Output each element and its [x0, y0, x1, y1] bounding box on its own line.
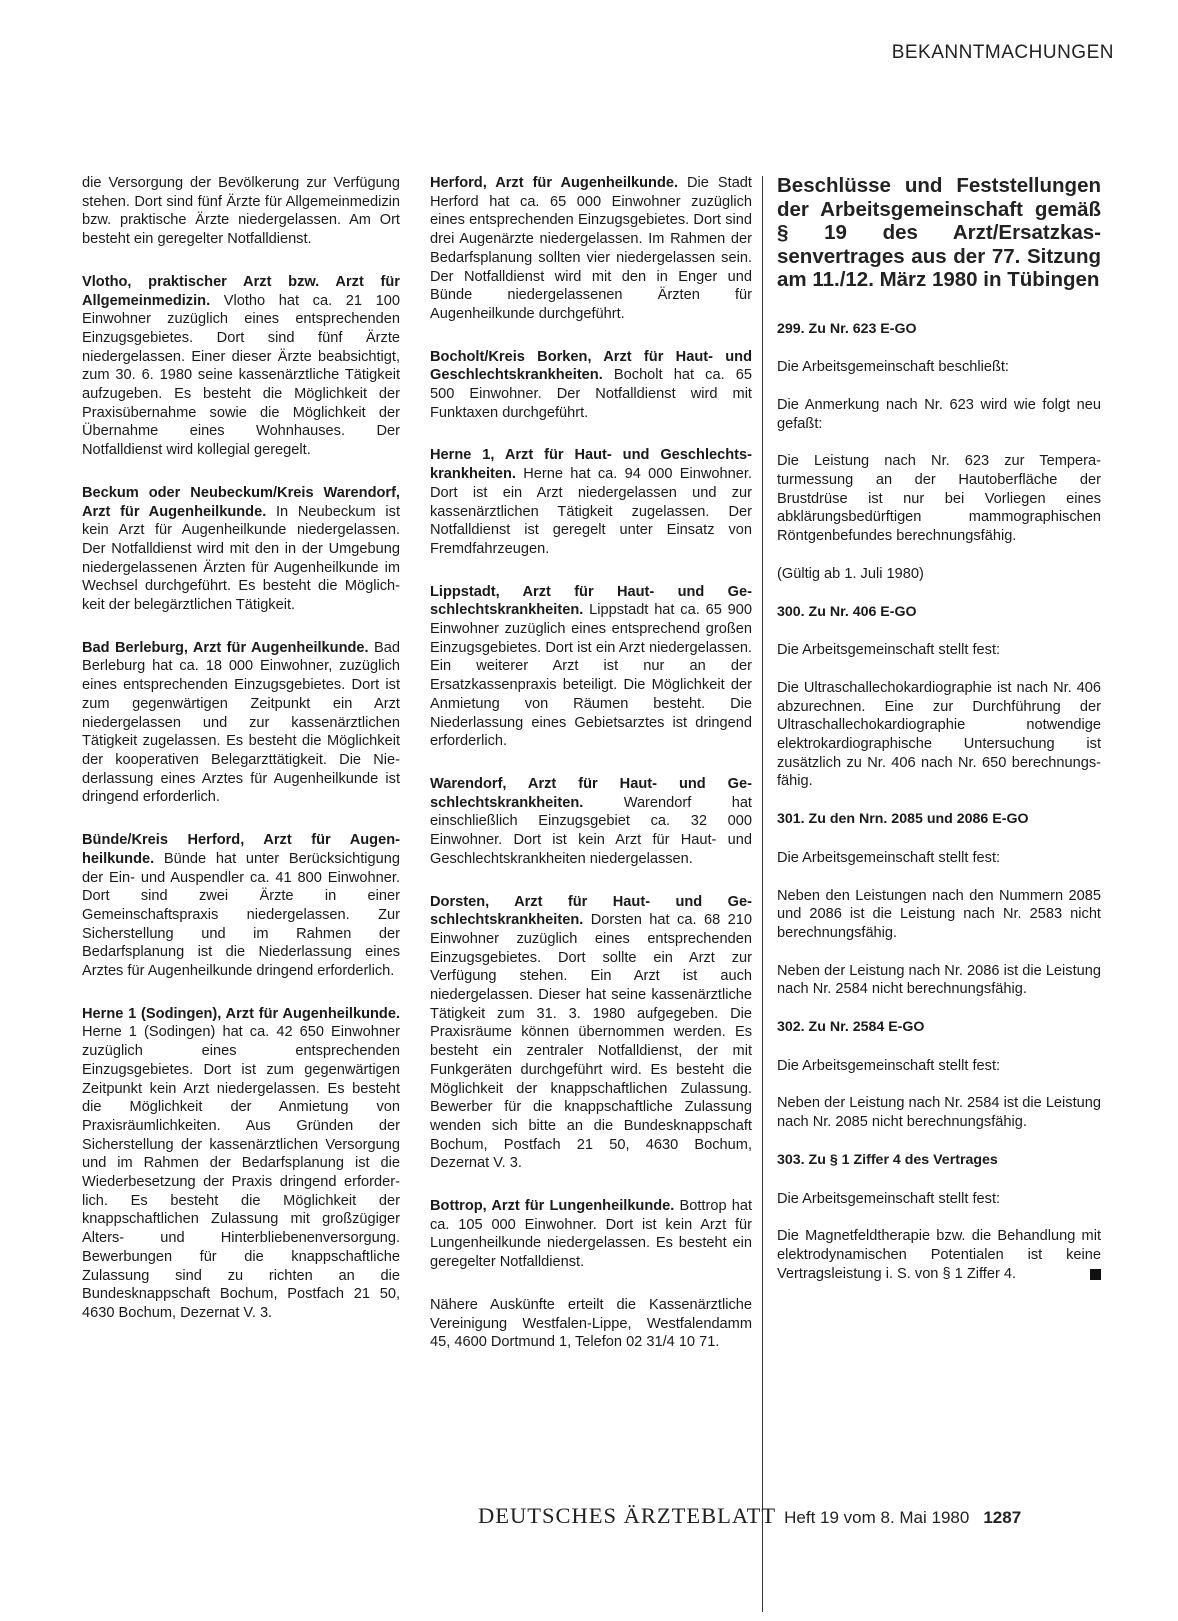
- listing-body: Bocholt hat ca. 65 500 Einwohner. Der Notfalldienst wird mit Funktaxen durchgeführt.: [430, 367, 752, 421]
- column-divider: [762, 176, 763, 1612]
- journal-name: DEUTSCHES ÄRZTEBLATT: [478, 1503, 777, 1528]
- paragraph: (Gültig ab 1. Juli 1980): [777, 565, 924, 582]
- listing-heading: Bünde/Kreis Herford, Arzt für Augenheilkunde.: [82, 832, 400, 867]
- listing-herne-sodingen: [82, 1005, 400, 1323]
- end-of-article-mark: [1090, 1269, 1101, 1280]
- page-number: 1287: [983, 1508, 1022, 1527]
- listing-heading: Warendorf, Arzt für Haut- und Geschlechtskrankheiten.: [430, 775, 752, 811]
- listing-heading: Dorsten, Arzt für Haut- und Geschlechtskrankheiten.: [430, 893, 752, 929]
- paragraph: Die Arbeitsgemeinschaft beschließt:: [777, 359, 1009, 376]
- paragraph: Die Ultraschallechokardiographie ist nach Nr. 406 abzurechnen. Eine zur Durchführung der Ultraschallechokardiographie notwendige elektrokardiographische Untersuchung ist zusätzlich zu Nr. 406 nach Nr. 650 berechnungsfähig.: [777, 679, 1101, 790]
- listing-heading: Herford, Arzt für Augenheilkunde.: [430, 175, 679, 191]
- listing-body: Bottrop hat ca. 105 000 Einwohner. Dort ist kein Arzt für Lungenheilkunde niedergelassen. Es besteht ein geregelter Notfalldienst.: [430, 1198, 753, 1271]
- column-right: [777, 174, 1101, 1302]
- listing-body: Dorsten hat ca. 68 210 Einwohner zuzüglich eines entsprechenden Einzugsgebietes. Dort sollte ein Arzt zur Verfügung stehen. Ein Arzt ist auch niedergelassen. Dieser hat seine kassenärztliche Tätigkeit zum 31. 3. 1980 aufgegeben. Die Praxisräume können übernommen werden. Es besteht ein zentraler Notfalldienst, der mit Funkgeräten durchgeführt wird. Es besteht die Möglichkeit der knappschaftlichen Zulassung. Bewerber für die knappschaftliche Zulassung wenden sich bitte an die Bundesknappschaft Bochum, Postfach 21 50, 4630 Bochum, Dezernat V. 3.: [430, 912, 752, 1172]
- section-heading-303: 303. Zu § 1 Ziffer 4 des Vertrages: [777, 1151, 998, 1168]
- listing-heading: Beckum oder Neubeckum/Kreis Warendorf, Arzt für Augenheilkunde.: [82, 484, 400, 520]
- listing-warendorf: [430, 775, 752, 869]
- listing-heading: Herne 1 (Sodingen), Arzt für Augenheilkunde.: [82, 1005, 400, 1022]
- contact-info: Nähere Auskünfte erteilt die Kassenärztliche Vereinigung Westfalen-Lippe, Westfalendamm 45, 4600 Dortmund 1, Telefon 02 31/4 10 71.: [430, 1296, 752, 1351]
- section-heading-301: 301. Zu den Nrn. 2085 und 2086 E-GO: [777, 811, 1029, 828]
- paragraph: Die Leistung nach Nr. 623 zur Temperaturmessung an der Hautoberfläche der Brustdrüse ist nur bei Vorliegen eines abklärungsbedürftigen mammographischen Röntgenbefundes berechnungsfähig.: [777, 453, 1101, 545]
- paragraph: Die Arbeitsgemeinschaft stellt fest:: [777, 642, 1001, 659]
- listing-body: Herne 1 (Sodingen) hat ca. 42 650 Einwohner zuzüglich eines entsprechenden Einzugsgebietes. Dort ist zum gegenwärtigen Zeitpunkt kein Arzt niedergelassen. Es besteht die Möglichkeit der Anmietung von Praxisräumlichkeiten. Aus Gründen der Sicherstellung der kassenärztlichen Versorgung und im Rahmen der Bedarfsplanung ist die Wiederbesetzung der Praxis dringend erforderlich. Es besteht die Möglichkeit der knappschaftlichen Zulassung mit großzügiger Alters- und Hinterbliebenenversorgung. Bewerbungen für die knappschaftliche Zulassung sind zu richten an die Bundesknappschaft Bochum, Postfach 21 50, 4630 Bochum, Dezernat V. 3.: [82, 1024, 400, 1321]
- listing-heading: Bad Berleburg, Arzt für Augenheilkunde.: [82, 639, 369, 656]
- listing-herne: [430, 446, 752, 558]
- column-middle: [430, 174, 752, 1376]
- listing-lippstadt: [430, 583, 752, 751]
- paragraph: die Versorgung der Bevölkerung zur Verfügung stehen. Dort sind fünf Ärzte für Allgemeinmedizin bzw. praktische Ärzte niedergelassen. Am Ort besteht ein geregelter Notfalldienst.: [82, 175, 400, 248]
- section-heading-300: 300. Zu Nr. 406 E-GO: [777, 603, 917, 620]
- listing-heading: Bocholt/Kreis Borken, Arzt für Haut- und Geschlechtskrankheiten.: [430, 348, 752, 384]
- section-header: BEKANNTMACHUNGEN: [891, 42, 1114, 63]
- issue-info: Heft 19 vom 8. Mai 1980: [784, 1508, 970, 1527]
- listing-buende: [82, 831, 400, 981]
- paragraph: Neben den Leistungen nach den Nummern 2085 und 2086 ist die Leistung nach Nr. 2583 nicht berechnungsfähig.: [777, 887, 1101, 941]
- footer: [478, 1503, 1021, 1529]
- final-paragraph: [777, 1227, 1101, 1283]
- listing-body: Bünde hat unter Berücksichtigung der Ein- und Auspendler ca. 41 800 Einwohner. Dort sind zwei Ärzte in einer Gemeinschaftspraxis niedergelassen. Zur Sicherstellung und im Rahmen der Bedarfsplanung ist die Niederlassung eines Arztes für Augenheilkunde dringend erforderlich.: [82, 850, 400, 980]
- listing-bottrop: [430, 1197, 752, 1272]
- listing-body: Herne hat ca. 94 000 Einwohner. Dort ist ein Arzt niedergelassen und zur kassenärztlichen Tätigkeit zugelassen. Der Notfalldienst ist geregelt unter Einsatz von Fremdfahrzeugen.: [430, 466, 752, 557]
- listing-vlotho: [82, 273, 400, 460]
- section-heading-299: 299. Zu Nr. 623 E-GO: [777, 320, 917, 337]
- listing-heading: Lippstadt, Arzt für Haut- und Geschlechtskrankheiten.: [430, 583, 752, 619]
- section-heading-302: 302. Zu Nr. 2584 E-GO: [777, 1019, 925, 1036]
- paragraph: Die Arbeitsgemeinschaft stellt fest:: [777, 1190, 1001, 1207]
- paragraph: Die Anmerkung nach Nr. 623 wird wie folgt neu gefaßt:: [777, 396, 1101, 432]
- listing-dorsten: [430, 893, 752, 1174]
- listing-beckum: [82, 484, 400, 615]
- paragraph: Die Arbeitsgemeinschaft stellt fest:: [777, 849, 1001, 866]
- paragraph: Neben der Leistung nach Nr. 2086 ist die Leistung nach Nr. 2584 nicht berechnungsfähig.: [777, 962, 1101, 998]
- column-left: [82, 174, 400, 1347]
- listing-bocholt: [430, 348, 752, 423]
- listing-body: Lippstadt hat ca. 65 900 Einwohner zuzüglich eines entsprechend großen Einzugsgebietes. Dort ist ein Arzt niedergelassen. Ein weiterer Arzt ist nur an der Ersatzkassenpraxis beteiligt. Die Möglichkeit der Anmietung von Räumen besteht. Die Niederlassung eines Gebietsarztes ist dringend erforderlich.: [430, 602, 752, 750]
- paragraph: Neben der Leistung nach Nr. 2584 ist die Leistung nach Nr. 2085 nicht berechnungsfähig.: [777, 1095, 1101, 1131]
- listing-body: Die Stadt Herford hat ca. 65 000 Einwohner zuzüglich eines entsprechenden Einzugsgebietes. Dort sind drei Augenärzte niedergelassen. Im Rahmen der Bedarfsplanung sollten vier niedergelassen sein. Der Notfalldienst wird mit den in Enger und Bünde niedergelassenen Ärzten für Augenheilkunde durchgeführt.: [430, 175, 752, 322]
- listing-body: Warendorf hat einschließlich Einzugsgebiet ca. 32 000 Einwohner. Dort ist kein Arzt für Haut- und Geschlechtskrankheiten niedergelassen.: [430, 794, 752, 867]
- final-paragraph-text: Die Magnetfeldtherapie bzw. die Behandlung mit elektrodynamischen Potentialen ist keine Vertragsleistung i. S. von § 1 Ziffer 4.: [777, 1228, 1101, 1282]
- listing-body: Vlotho hat ca. 21 100 Einwohner zuzüglich eines entsprechenden Einzugsgebietes. Dort sind fünf Ärzte niedergelassen. Einer dieser Ärzte beabsichtigt, zum 30. 6. 1980 seine kassenärztliche Tätigkeit aufzugeben. Es besteht die Möglichkeit der Praxisübernahme sowie die Möglichkeit der Übernahme eines Wohnhauses. Der Notfalldienst wird kollegial geregelt.: [82, 292, 400, 459]
- listing-heading: Vlotho, praktischer Arzt bzw. Arzt für Allgemeinmedizin.: [82, 273, 400, 309]
- listing-bad-berleburg: [82, 639, 400, 807]
- listing-heading: Bottrop, Arzt für Lungenheilkunde.: [430, 1198, 675, 1215]
- article-title: Beschlüsse und Feststellungen der Arbeitsgemeinschaft gemäß § 19 des Arzt/Ersatzkassenvertrages aus der 77. Sitzung am 11./12. März 1980 in Tübingen: [777, 174, 1101, 291]
- listing-body: In Neubeckum ist kein Arzt für Augenheilkunde niedergelassen. Der Notfalldienst wird mit den in der Umgebung niedergelassenen Ärzten für Augenheilkunde im Wechsel durchgeführt. Es besteht die Möglichkeit der belegärztlichen Tätigkeit.: [82, 503, 400, 614]
- listing-body: Bad Berleburg hat ca. 18 000 Einwohner, zuzüglich eines entsprechenden Einzugsgebietes. Dort ist zum gegenwärtigen Zeitpunkt ein Arzt niedergelassen und zur kassenärztlichen Tätigkeit zugelassen. Es besteht die Möglichkeit der kooperativen Belegarzttätigkeit. Die Niederlassung eines Arztes für Augenheilkunde ist dringend erforderlich.: [82, 639, 400, 806]
- listing-herford: [430, 174, 752, 324]
- paragraph: Die Arbeitsgemeinschaft stellt fest:: [777, 1057, 1001, 1074]
- listing-heading: Herne 1, Arzt für Haut- und Geschlechtskrankheiten.: [430, 447, 752, 483]
